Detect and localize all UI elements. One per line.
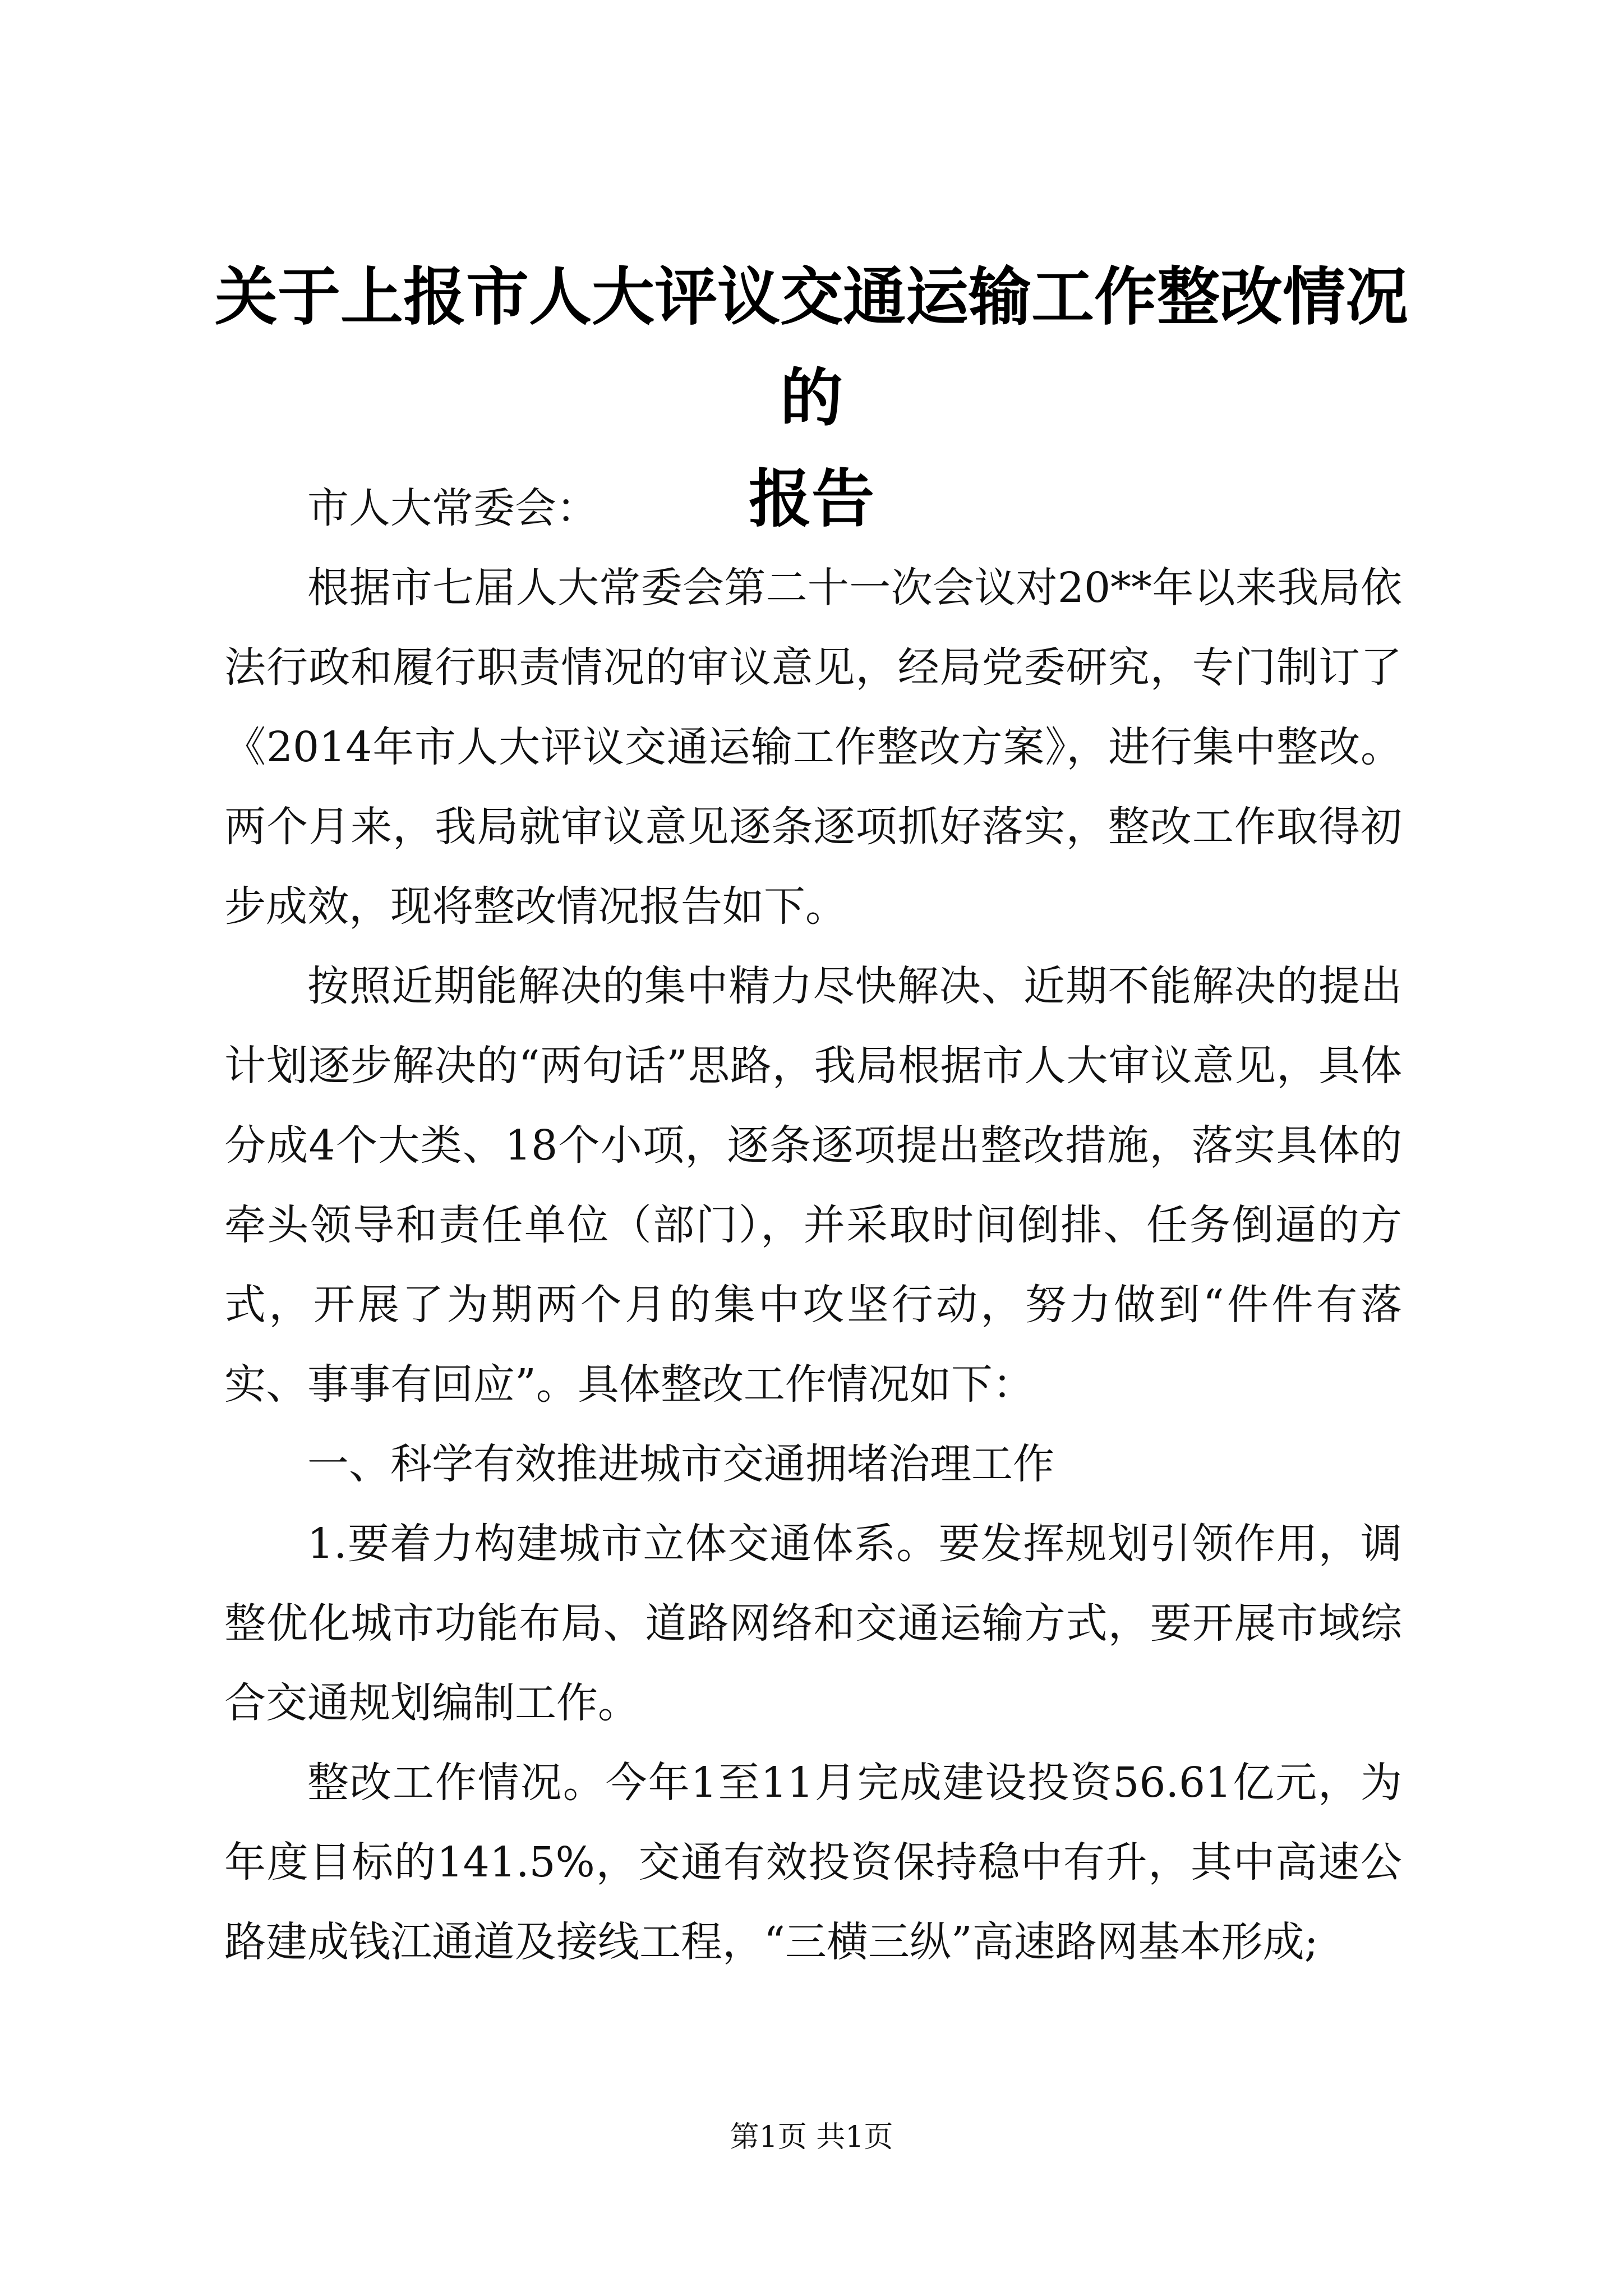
document-body [224, 468, 1402, 1982]
salutation: 市人大常委会： [307, 484, 598, 532]
title-line-1: 关于上报市人大评议交通运输工作整改情况的 [215, 260, 1408, 435]
rectification-status: 整改工作情况。今年1至11月完成建设投资56.61亿元，为年度目标的141.5%，交通有效投资保持稳中有升，其中高速公路建成钱江通道及接线工程，“三横三纵”高速路网基本形成; [224, 1759, 1402, 1966]
page-number: 第1页 共1页 [730, 2120, 893, 2154]
section-heading-1: 一、科学有效推进城市交通拥堵治理工作 [307, 1440, 1054, 1488]
title-line-2: 报告 [749, 462, 874, 536]
page-footer [0, 2118, 1623, 2157]
paragraph-approach: 按照近期能解决的集中精力尽快解决、近期不能解决的提出计划逐步解决的“两句话”思路，我局根据市人大审议意见，具体分成4个大类、18个小项，逐条逐项提出整改措施，落实具体的牵头领导和责任单位（部门），并采取时间倒排、任务倒逼的方式，开展了为期两个月的集中攻坚行动，努力做到“件件有落实、事事有回应”。具体整改工作情况如下： [224, 962, 1402, 1409]
paragraph-intro: 根据市七届人大常委会第二十一次会议对20**年以来我局依法行政和履行职责情况的审议意见，经局党委研究，专门制订了《2014年市人大评议交通运输工作整改方案》，进行集中整改。两个月来，我局就审议意见逐条逐项抓好落实，整改工作取得初步成效，现将整改情况报告如下。 [224, 564, 1402, 931]
item-1: 1.要着力构建城市立体交通体系。要发挥规划引领作用，调整优化城市功能布局、道路网络和交通运输方式，要开展市域综合交通规划编制工作。 [224, 1520, 1402, 1727]
